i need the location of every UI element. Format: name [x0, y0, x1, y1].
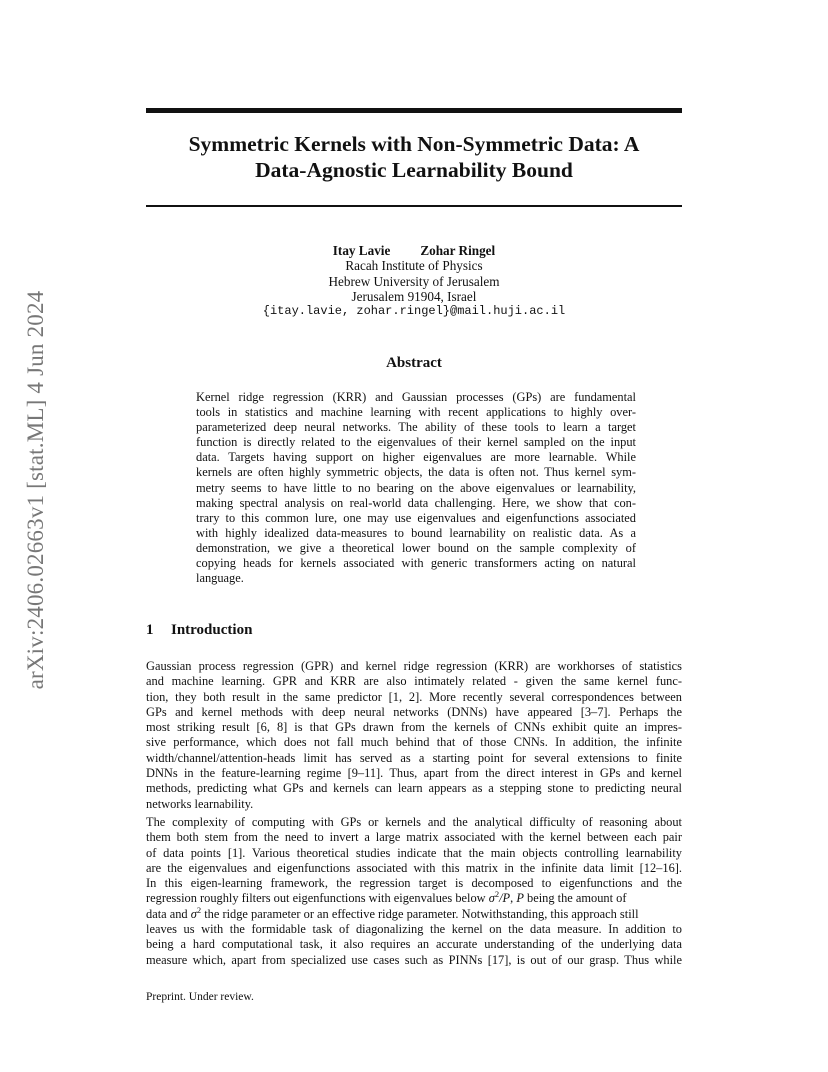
paper-title — [146, 131, 682, 183]
body-line: DNNs in the feature-learning regime [9–11]. Thus, apart from the direct interest in GPs and kernel — [146, 766, 682, 781]
body-line: methods, predicting what GPs and kernels can learn appears as a stepping stone to predicting neural — [146, 781, 682, 796]
body-line: GPs and kernel methods with deep neural networks (DNNs) have appeared [3–7]. Perhaps the — [146, 704, 682, 719]
abstract-line: copying heads for kernels associated with generic transformers acting on natural — [196, 556, 636, 571]
title-line: Symmetric Kernels with Non-Symmetric Data: A — [188, 132, 640, 156]
section-number: 1 — [146, 622, 154, 638]
abstract-line: parameterized deep neural networks. The ability of these tools to learn a target — [196, 420, 636, 435]
body-line: leaves us with the formidable task of diagonalizing the kernel on the data measure. In addition to — [146, 922, 682, 937]
body-line: In this eigen-learning framework, the regression target is decomposed to eigenfunctions and the — [146, 876, 682, 891]
body-line: being a hard computational task, it also requires an accurate understanding of the underlying data — [146, 937, 682, 952]
body-line: The complexity of computing with GPs or kernels and the analytical difficulty of reasoning about — [146, 815, 682, 829]
text-run: regression roughly filters out eigenfunctions with eigenvalues below — [146, 891, 489, 906]
affiliation-line: Jerusalem 91904, Israel — [351, 288, 477, 304]
text-run: the ridge parameter or an effective ridge parameter. Notwithstanding, this approach still — [201, 906, 639, 921]
body-line: of data points [1]. Various theoretical studies indicate that the main objects controlling learnability — [146, 845, 682, 860]
abstract-line: function is directly related to the eigenvalues of their kernel sampled on the input — [196, 435, 636, 450]
body-line: them both stem from the need to invert a large matrix associated with the kernel between each pair — [146, 830, 682, 845]
abstract-line: with highly idealized data-measures to bound learnability on realistic data. As a — [196, 525, 636, 540]
affiliation-line: Racah Institute of Physics — [345, 258, 483, 274]
body-line: most striking result [6, 8] is that GPs drawn from the kernels of CNNs exhibit quite an impres- — [146, 720, 682, 735]
abstract-line: demonstration, we give a theoretical lower bound on the sample complexity of — [196, 540, 636, 555]
body-line-with-math — [146, 904, 682, 922]
text-run: , — [510, 891, 517, 906]
body-line: width/channel/attention-heads limit has served as a starting point for several extensions to finite — [146, 750, 682, 765]
abstract-line: metry seems to have little to no bearing on the above eigenvalues or learnability, — [196, 480, 636, 495]
abstract-line: trary to this common lure, one may use eigenvalues and eigenfunctions associated — [196, 510, 636, 525]
body-line: and machine learning. GPR and KRR are also intimately related - given the same kernel func- — [146, 674, 682, 689]
body-line: tion, they both result in the same predictor [1, 2]. More recently several correspondences between — [146, 689, 682, 704]
author-name: Itay Lavie — [332, 243, 391, 258]
section-title: Introduction — [171, 622, 253, 638]
author-email: {itay.lavie, zohar.ringel}@mail.huji.ac.il — [262, 304, 566, 319]
body-line: Gaussian process regression (GPR) and kernel ridge regression (KRR) are workhorses of statistics — [146, 659, 682, 673]
intro-paragraph-1 — [146, 659, 682, 812]
author-block — [146, 243, 682, 319]
abstract-line: language. — [196, 571, 244, 586]
body-line: are the eigenvalues and eigenfunctions associated with this matrix in the infinite data limit [12–16]. — [146, 860, 682, 875]
math-p: P — [516, 891, 524, 906]
text-run: data and — [146, 906, 191, 921]
abstract-line: making spectral analysis on real-world data challenging. Here, we show that con- — [196, 495, 636, 510]
intro-paragraph-2 — [146, 815, 682, 968]
math-superscript: 2 — [196, 904, 202, 915]
text-run: being the amount of — [523, 891, 627, 906]
math-over-p: /P — [499, 891, 511, 906]
body-line: sive performance, which does not fall much behind that of those CNNs. In addition, the infinite — [146, 735, 682, 750]
title-bottom-rule — [146, 205, 682, 207]
abstract-line: Kernel ridge regression (KRR) and Gaussian processes (GPs) are fundamental — [196, 390, 636, 404]
math-sigma: σ — [488, 891, 495, 906]
body-line-with-math — [146, 891, 682, 906]
math-superscript: 2 — [494, 889, 500, 900]
math-sigma: σ — [190, 906, 197, 921]
arxiv-identifier-stamp: arXiv:2406.02663v1 [stat.ML] 4 Jun 2024 — [23, 290, 48, 690]
abstract-line: data. Targets having support on higher eigenvalues are more learnable. While — [196, 450, 636, 465]
body-line: measure which, apart from specialized use cases such as PINNs [17], is out of our grasp. Thus while — [146, 952, 682, 967]
abstract-line: kernels are often highly symmetric objects, the data is often not. Thus kernel sym- — [196, 465, 636, 480]
preprint-footer: Preprint. Under review. — [146, 991, 254, 1003]
section-heading-introduction — [146, 622, 252, 639]
author-name: Zohar Ringel — [420, 243, 496, 258]
body-line: networks learnability. — [146, 796, 254, 811]
title-top-rule — [146, 108, 682, 113]
abstract-line: tools in statistics and machine learning with recent applications to highly over- — [196, 405, 636, 420]
title-line: Data-Agnostic Learnability Bound — [255, 158, 573, 182]
abstract-heading: Abstract — [386, 355, 442, 371]
author-names — [146, 243, 682, 258]
abstract-text — [196, 390, 636, 586]
affiliation-line: Hebrew University of Jerusalem — [328, 273, 500, 289]
